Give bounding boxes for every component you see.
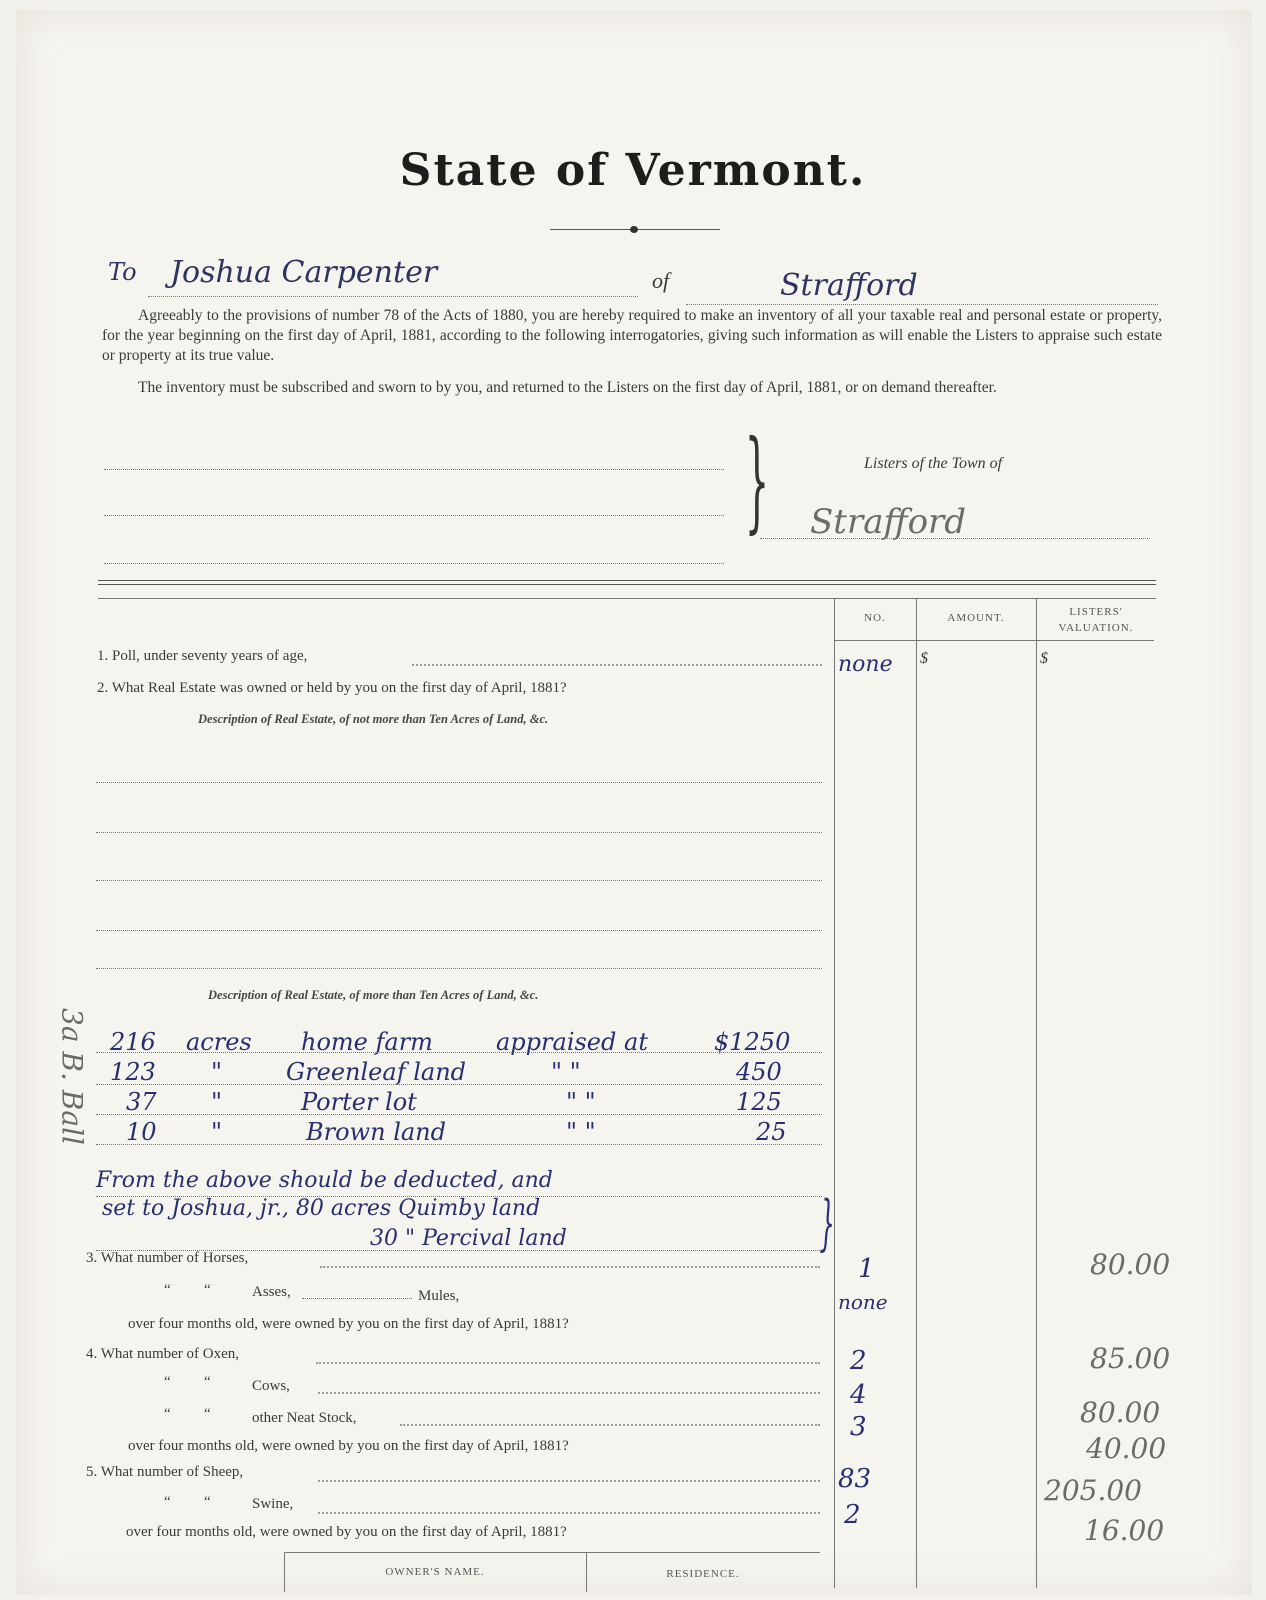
column-header-valuation-1: LISTERS' (1069, 606, 1123, 618)
land-unit: " (211, 1088, 223, 1116)
ditto-mark: “ (204, 1374, 211, 1390)
large-description-line-2 (96, 1084, 822, 1085)
swine-leader (318, 1512, 820, 1514)
land-value: 25 (756, 1118, 787, 1146)
neat-stock-count: 3 (850, 1412, 867, 1442)
question-3-leader (320, 1266, 820, 1268)
footer-rule (284, 1552, 820, 1553)
land-unit: acres (186, 1028, 252, 1056)
land-description: Porter lot (301, 1088, 417, 1116)
swine-count: 2 (844, 1500, 861, 1530)
neat-stock-leader (400, 1424, 820, 1426)
description-large-heading: Description of Real Estate, of more than Ten Acres of Land, &c. (208, 988, 539, 1002)
deduction-line-3: 30 " Percival land (370, 1226, 567, 1251)
land-description: Brown land (306, 1118, 446, 1146)
name-line (148, 296, 638, 297)
ditto-mark: “ (204, 1282, 211, 1298)
swine-valuation: 16.00 (1084, 1514, 1165, 1547)
table-top-rule-1 (98, 580, 1156, 581)
column-header-rule (834, 640, 1154, 641)
neat-stock-label: other Neat Stock, (252, 1410, 357, 1426)
land-acres: 10 (126, 1118, 157, 1146)
description-line-2 (96, 832, 822, 833)
column-header-no: NO. (864, 612, 886, 624)
column-divider-amount (916, 598, 917, 1588)
large-description-line-1 (96, 1052, 822, 1053)
ditto-mark: “ (164, 1494, 171, 1510)
land-unit: " (211, 1118, 223, 1146)
deduction-line-1: From the above should be deducted, and (96, 1168, 553, 1193)
large-description-line-4 (96, 1144, 822, 1145)
land-acres: 123 (110, 1058, 156, 1086)
description-line-3 (96, 880, 822, 881)
of-label: of (652, 268, 670, 293)
ditto-mark: “ (164, 1282, 171, 1298)
cows-count: 4 (850, 1380, 867, 1410)
land-note: " " (551, 1058, 581, 1086)
cows-valuation: 40.00 (1086, 1432, 1167, 1465)
land-acres: 37 (126, 1088, 157, 1116)
page-title: State of Vermont. (399, 145, 867, 196)
description-line-4 (96, 930, 822, 931)
land-note: " " (566, 1088, 596, 1116)
amount-dollar-sign: $ (920, 650, 928, 667)
column-header-amount: AMOUNT. (947, 612, 1005, 624)
mules-label: Mules, (418, 1288, 460, 1304)
lister-signature-line-3 (104, 563, 724, 564)
listers-town: Strafford (810, 502, 967, 542)
land-description: Greenleaf land (286, 1058, 467, 1086)
instructions-paragraph-1: Agreeably to the provisions of number 78 of the Acts of 1880, you are hereby required to make an inventory of all your taxable real and personal estate or property, for the year beginning on the first day of April, 1881, according to the following interrogatories, giving such information as will enable the Listers to appraise such estate or property at its true value. (102, 307, 1162, 364)
title-ornament (630, 226, 638, 233)
cows-leader (318, 1392, 820, 1394)
lister-signature-line-2 (104, 515, 724, 516)
question-5-leader (318, 1480, 820, 1482)
town-line (686, 304, 1158, 305)
land-unit: " (211, 1058, 223, 1086)
question-5-tail: over four months old, were owned by you on the first day of April, 1881? (126, 1524, 567, 1540)
land-note: " " (566, 1118, 596, 1146)
land-entry (96, 1028, 826, 1058)
ditto-mark: “ (164, 1406, 171, 1422)
column-divider-no (834, 598, 835, 1588)
sheep-count: 83 (838, 1464, 872, 1494)
land-acres: 216 (110, 1028, 156, 1056)
listers-label: Listers of the Town of (864, 455, 1003, 472)
question-3: 3. What number of Horses, (86, 1250, 249, 1266)
land-value: 450 (736, 1058, 782, 1086)
question-1: 1. Poll, under seventy years of age, (97, 648, 308, 664)
land-description: home farm (301, 1028, 433, 1056)
oxen-count: 2 (850, 1346, 867, 1376)
neat-stock-valuation: 80.00 (1080, 1396, 1161, 1429)
poll-count: none (838, 652, 893, 677)
horses-valuation: 80.00 (1090, 1248, 1171, 1281)
column-header-valuation-2: VALUATION. (1058, 622, 1134, 634)
deduction-brace: } (819, 1188, 835, 1258)
large-description-line-3 (96, 1114, 822, 1115)
ditto-mark: “ (204, 1406, 211, 1422)
question-1-leader (412, 664, 822, 666)
swine-label: Swine, (252, 1496, 294, 1512)
cows-label: Cows, (252, 1378, 290, 1394)
land-entries (96, 1028, 826, 1148)
land-note: appraised at (496, 1028, 648, 1056)
to-label: To (108, 258, 137, 286)
valuation-dollar-sign: $ (1040, 650, 1048, 667)
deduction-line-2: set to Joshua, jr., 80 acres Quimby land (102, 1196, 541, 1221)
horses-count: 1 (858, 1254, 875, 1284)
question-3-tail: over four months old, were owned by you on the first day of April, 1881? (128, 1316, 569, 1332)
table-header-rule (98, 598, 1156, 599)
question-4-leader (316, 1362, 820, 1364)
listers-brace: } (744, 416, 770, 544)
description-line-5 (96, 968, 822, 969)
margin-note: 3a B. Ball (55, 1008, 89, 1145)
land-value: $1250 (714, 1028, 791, 1056)
question-4: 4. What number of Oxen, (86, 1346, 240, 1362)
table-top-rule-2 (98, 584, 1156, 585)
addressee-name: Joshua Carpenter (170, 255, 438, 290)
oxen-valuation: 85.00 (1090, 1342, 1171, 1375)
question-4-tail: over four months old, were owned by you on the first day of April, 1881? (128, 1438, 569, 1454)
lister-signature-line-1 (104, 469, 724, 470)
asses-count: none (838, 1290, 888, 1314)
description-small-heading: Description of Real Estate, of not more than Ten Acres of Land, &c. (198, 712, 549, 726)
instructions-paragraph-2: The inventory must be subscribed and sworn to by you, and returned to the Listers on the first day of April, 1881, or on demand thereafter. (138, 379, 997, 396)
question-5: 5. What number of Sheep, (86, 1464, 244, 1480)
land-value: 125 (736, 1088, 782, 1116)
ditto-mark: “ (204, 1494, 211, 1510)
addressee-town: Strafford (780, 268, 918, 303)
asses-line (302, 1298, 412, 1299)
column-divider-valuation (1036, 598, 1037, 1588)
sheep-valuation: 205.00 (1044, 1474, 1142, 1507)
footer-residence: RESIDENCE. (666, 1568, 740, 1580)
description-line-1 (96, 782, 822, 783)
footer-owners-name: OWNER'S NAME. (385, 1566, 485, 1578)
asses-label: Asses, (252, 1284, 291, 1300)
ditto-mark: “ (164, 1374, 171, 1390)
question-2: 2. What Real Estate was owned or held by you on the first day of April, 1881? (97, 680, 567, 696)
